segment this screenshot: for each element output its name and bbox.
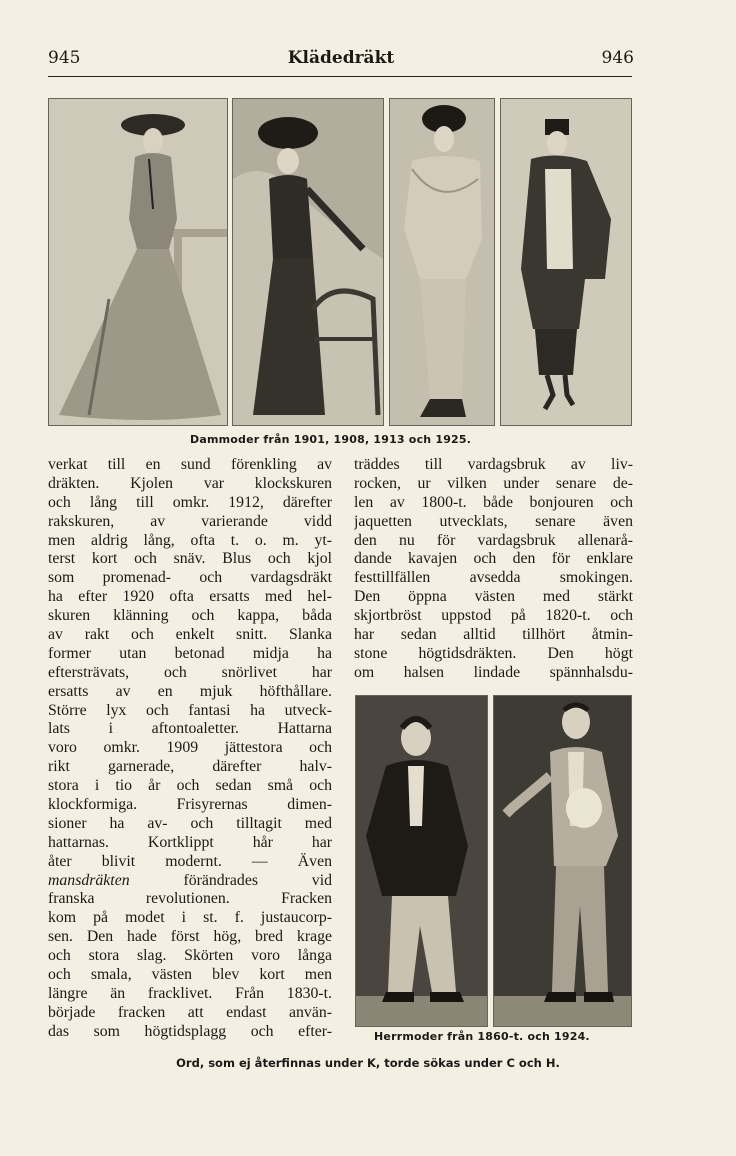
text-line: om halsen lindade spännhalsdu- xyxy=(354,663,633,681)
text-line: former utan betonad midja ha xyxy=(48,644,332,662)
photo-woman-1901 xyxy=(48,98,228,426)
text-line: dräkten. Kjolen var klockskuren xyxy=(48,474,332,492)
text-line: sen. Den hade först hög, bred krage xyxy=(48,928,332,946)
text-line: åter blivit modernt. — Även xyxy=(48,852,332,870)
caption-men-fashion: Herrmoder från 1860-t. och 1924. xyxy=(374,1030,590,1043)
text-line: das som högtidsplagg och efter- xyxy=(48,1022,332,1040)
text-line: den nu för vardagsbruk allenarå- xyxy=(354,531,633,549)
text-line: som promenad- och vardagsdräkt xyxy=(48,569,332,587)
text-line: stone högtidsdräkten. Den högt xyxy=(354,644,633,662)
text-line: hattarnas. Kortklippt hår har xyxy=(48,833,332,851)
page-number-left: 945 xyxy=(48,48,81,68)
text-fragment: förändrades vid xyxy=(183,871,332,889)
text-line: och lång till omkr. 1912, därefter xyxy=(48,493,332,511)
text-line: festtillfällen avsedda smokingen. xyxy=(354,569,633,587)
header-rule xyxy=(48,76,632,77)
text-line: och stora slag. Skörten voro långa xyxy=(48,947,332,965)
text-line: kom på modet i st. f. justaucorp- xyxy=(48,909,332,927)
text-line: började fracken att endast använ- xyxy=(48,1003,332,1021)
caption-women-fashion: Dammoder från 1901, 1908, 1913 och 1925. xyxy=(190,433,472,446)
text-line-with-italic xyxy=(48,872,332,891)
photo-man-1924 xyxy=(493,695,632,1027)
photo-woman-1908 xyxy=(232,98,384,426)
text-line: dande kavajen och den för enklare xyxy=(354,550,633,568)
text-line: men aldrig lång, ofta t. o. m. yt- xyxy=(48,531,332,549)
text-line: rocken, ur vilken under senare de- xyxy=(354,474,633,492)
text-line: av rakt och enkelt snitt. Slanka xyxy=(48,626,332,644)
text-line: ersatts av en mjuk höfthållare. xyxy=(48,682,332,700)
text-line: Den öppna västen med stärkt xyxy=(354,588,633,606)
text-line: lats i aftontoaletter. Hattarna xyxy=(48,720,332,738)
text-line: sioner ha av- och tilltagit med xyxy=(48,814,332,832)
text-line: har sedan alltid tillhört åtmin- xyxy=(354,626,633,644)
text-column-left xyxy=(48,456,332,1042)
running-header xyxy=(48,48,634,72)
text-line: och smala, västen blev kort men xyxy=(48,966,332,984)
text-line: träddes till vardagsbruk av liv- xyxy=(354,456,633,473)
page-title: Klädedräkt xyxy=(287,48,395,68)
text-line: stora i tio år och sedan små och xyxy=(48,777,332,795)
text-line: eftersträvats, och snörlivet har xyxy=(48,663,332,681)
text-line: Större lyx och fantasi ha utveck- xyxy=(48,701,332,719)
text-column-right xyxy=(354,456,633,683)
page-number-right: 946 xyxy=(601,48,634,68)
text-line: franska revolutionen. Fracken xyxy=(48,890,332,908)
text-line: skjortbröst uppstod på 1820-t. och xyxy=(354,607,633,625)
text-line: ha efter 1920 ofta ersatts med hel- xyxy=(48,588,332,606)
text-line: terst kort och snäv. Blus och kjol xyxy=(48,550,332,568)
photo-man-1860s xyxy=(355,695,488,1027)
footer-note: Ord, som ej återfinnas under K, torde sökas under C och H. xyxy=(176,1056,560,1070)
text-line: verkat till en sund förenkling av xyxy=(48,456,332,473)
italic-term: mansdräkten xyxy=(48,871,130,889)
text-line: klockformiga. Frisyrernas dimen- xyxy=(48,796,332,814)
text-line: längre än fracklivet. Från 1830-t. xyxy=(48,984,332,1002)
text-line: rakskuren, av varierande vidd xyxy=(48,512,332,530)
photo-woman-1913 xyxy=(389,98,495,426)
text-line: len av 1800-t. både bonjouren och xyxy=(354,493,633,511)
photo-woman-1925 xyxy=(500,98,632,426)
text-line: rikt garnerade, därefter halv- xyxy=(48,758,332,776)
text-line: jaquetten utvecklats, senare även xyxy=(354,512,633,530)
text-line: skuren klänning och kappa, båda xyxy=(48,607,332,625)
text-line: voro omkr. 1909 jättestora och xyxy=(48,739,332,757)
